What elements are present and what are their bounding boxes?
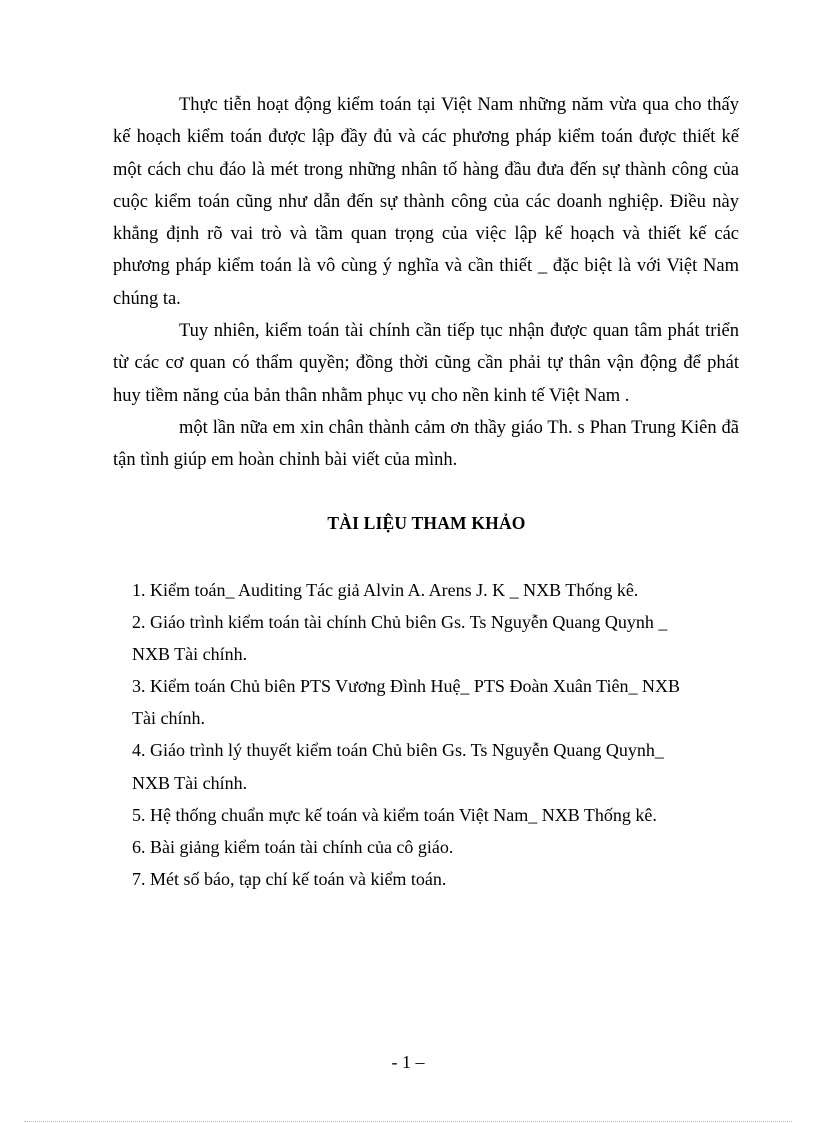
reference-text-continued: NXB Tài chính.	[132, 772, 248, 793]
reference-item-3	[132, 670, 732, 734]
reference-item-2	[132, 606, 732, 670]
reference-text: 5. Hệ thống chuẩn mực kế toán và kiểm toán Việt Nam_ NXB Thống kê.	[132, 804, 657, 825]
conclusion-paragraph-2: Tuy nhiên, kiểm toán tài chính cần tiếp tục nhận được quan tâm phát triển từ các cơ quan có thẩm quyền; đồng thời cũng cần phải tự thân vận động để phát huy tiềm năng của bản thân nhằm phục vụ cho nền kinh tế Việt Nam .	[113, 321, 739, 406]
references-heading: TÀI LIỆU THAM KHẢO	[327, 513, 526, 533]
reference-item-1	[132, 574, 732, 606]
reference-text-continued: NXB Tài chính.	[132, 644, 248, 665]
reference-item-7	[132, 863, 732, 895]
reference-item-6	[132, 831, 732, 863]
conclusion-paragraph-3: một lần nữa em xin chân thành cảm ơn thầy giáo Th. s Phan Trung Kiên đã tận tình giúp em hoàn chỉnh bài viết của mình.	[113, 418, 739, 471]
page-number: - 1 –	[391, 1052, 425, 1072]
reference-text: 6. Bài giảng kiểm toán tài chính của cô giáo.	[132, 836, 454, 857]
reference-text-continued: Tài chính.	[132, 708, 205, 729]
reference-item-4	[132, 734, 732, 798]
conclusion-paragraph-1: Thực tiễn hoạt động kiểm toán tại Việt Nam những năm vừa qua cho thấy kế hoạch kiểm toán được lập đầy đủ và các phương pháp kiểm toán được thiết kế một cách chu đáo là mét trong những nhân tố hàng đầu đưa đến sự thành công của cuộc kiểm toán cũng như dẫn đến sự thành công của các doanh nghiệp. Điều này khẳng định rõ vai trò và tầm quan trọng của việc lập kế hoạch và thiết kế các phương pháp kiểm toán là vô cùng ý nghĩa và cần thiết _ đặc biệt là với Việt Nam chúng ta.	[113, 95, 739, 309]
reference-text: 4. Giáo trình lý thuyết kiểm toán Chủ biên Gs. Ts Nguyễn Quang Quynh_	[132, 740, 664, 761]
reference-text: 1. Kiểm toán_ Auditing Tác giả Alvin A. Arens J. K _ NXB Thống kê.	[132, 580, 639, 600]
references-list	[132, 574, 732, 895]
reference-text: 2. Giáo trình kiểm toán tài chính Chủ biên Gs. Ts Nguyễn Quang Quynh _	[132, 612, 668, 633]
reference-text: 7. Mét số báo, tạp chí kế toán và kiểm toán.	[132, 868, 447, 889]
page-break-divider	[24, 1121, 792, 1122]
reference-item-5	[132, 799, 732, 831]
reference-text: 3. Kiểm toán Chủ biên PTS Vương Đình Huệ_ PTS Đoàn Xuân Tiên_ NXB	[132, 676, 680, 697]
